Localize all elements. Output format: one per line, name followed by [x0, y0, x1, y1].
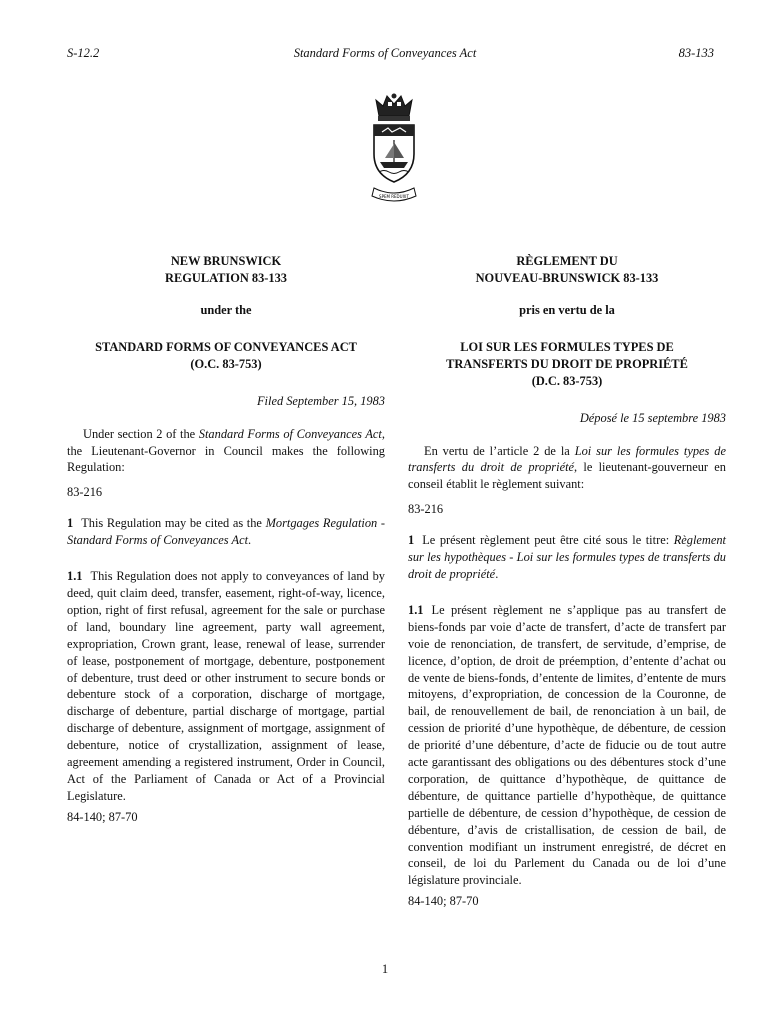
filed-date-fr: Déposé le 15 septembre 1983 [579, 410, 726, 425]
citation-en: 83-216 [67, 485, 103, 500]
regulation-title-fr: RÈGLEMENT DU NOUVEAU-BRUNSWICK 83-133 [475, 254, 659, 285]
enacting-clause-en: Under section 2 of the Standard Forms of Conveyances Act, the Lieutenant-Governor in Council makes the following Regulation: [67, 426, 385, 475]
citation-fr: 83-216 [408, 502, 444, 517]
french-column [408, 253, 726, 910]
svg-text:SPEM REDUXIT: SPEM REDUXIT [379, 194, 409, 199]
running-header-left: S-12.2 [67, 46, 100, 60]
english-column [67, 253, 385, 826]
section-1-en: 1 This Regulation may be cited as the Mortgages Regulation - Standard Forms of Conveyances Act. [67, 516, 386, 548]
filed-date-en: Filed September 15, 1983 [256, 393, 385, 408]
section-1-1-en: 1.1 This Regulation does not apply to conveyances of land by deed, quit claim deed, transfer, easement, right-of-way, licence, option, right of first refusal, agreement for the sale or purchase of land, boundary line agreement, party wall agreement, expropriation, Crown grant, lease, renewal of lease, surrender of lease, postponement of mortgage, debenture, postponement of debenture, trust deed or other instrument to secure bonds or debenture stock of a corporation, discharge of mortgage, discharge of debenture, partial discharge of mortgage, partial discharge of debenture, assignment of mortgage, assignment of debenture, notice of crystallization, assignment of lease, agreement amending a registered instrument, Order in Council, Act of the Parliament of Canada or Act of a Provincial Legislature. [67, 569, 385, 803]
section-1-fr: 1 Le présent règlement peut être cité sous le titre: Règlement sur les hypothèques - Loi sur les formules types de transferts du droit de propriété. [408, 533, 726, 581]
running-header-title: Standard Forms of Conveyances Act [293, 46, 477, 60]
regulation-title-en: NEW BRUNSWICK REGULATION 83-133 [165, 254, 287, 285]
page-number: 1 [381, 962, 389, 976]
act-title-en: STANDARD FORMS OF CONVEYANCES ACT (O.C. 83-753) [95, 339, 357, 371]
under-the-fr: pris en vertu de la [519, 303, 615, 317]
act-title-fr: LOI SUR LES FORMULES TYPES DE TRANSFERTS DU DROIT DE PROPRIÉTÉ (D.C. 83-753) [446, 339, 688, 388]
amendment-citation-fr: 84-140; 87-70 [408, 894, 479, 909]
running-header-right: 83-133 [678, 46, 714, 60]
section-1-1-fr: 1.1 Le présent règlement ne s’applique pas au transfert de biens-fonds par voie d’acte de transfert, d’acte de transfert par voie de renonciation, de transfert, de servitude, d’emprise, de licence, d’option, de droit de préemption, d’entente d’achat ou de vente de biens-fonds, d’entente de limites, d’entente de murs mitoyens, d’expropriation, de concession de la Couronne, de bail, de renouvellement de bail, de renonciation à un bail, de cession de priorité d’une hypothèque, de débenture, de cession de priorité d’une débenture, d’acte de fiducie ou de tout autre acte garantissant des obligations ou des débentures stock d’une corporation, de quittance d’hypothèque, de quittance de débenture, de quittance partielle d’hypothèque, de quittance partielle de débenture, de cession d’hypothèque, de cession de débenture, d’avis de cristallisation, de cession de bail, de convention modifiant un instrument enregistré, de décret en conseil, de loi du Parlement du Canada ou de loi d’une législature provinciale. [408, 602, 726, 888]
amendment-citation-en: 84-140; 87-70 [67, 809, 138, 824]
coat-of-arms-icon [366, 92, 422, 208]
enacting-clause-fr: En vertu de l’article 2 de la Loi sur les formules types de transferts du droit de propriété, le lieutenant-gouverneur en conseil établit le règlement suivant: [408, 443, 726, 492]
under-the-en: under the [200, 303, 252, 317]
